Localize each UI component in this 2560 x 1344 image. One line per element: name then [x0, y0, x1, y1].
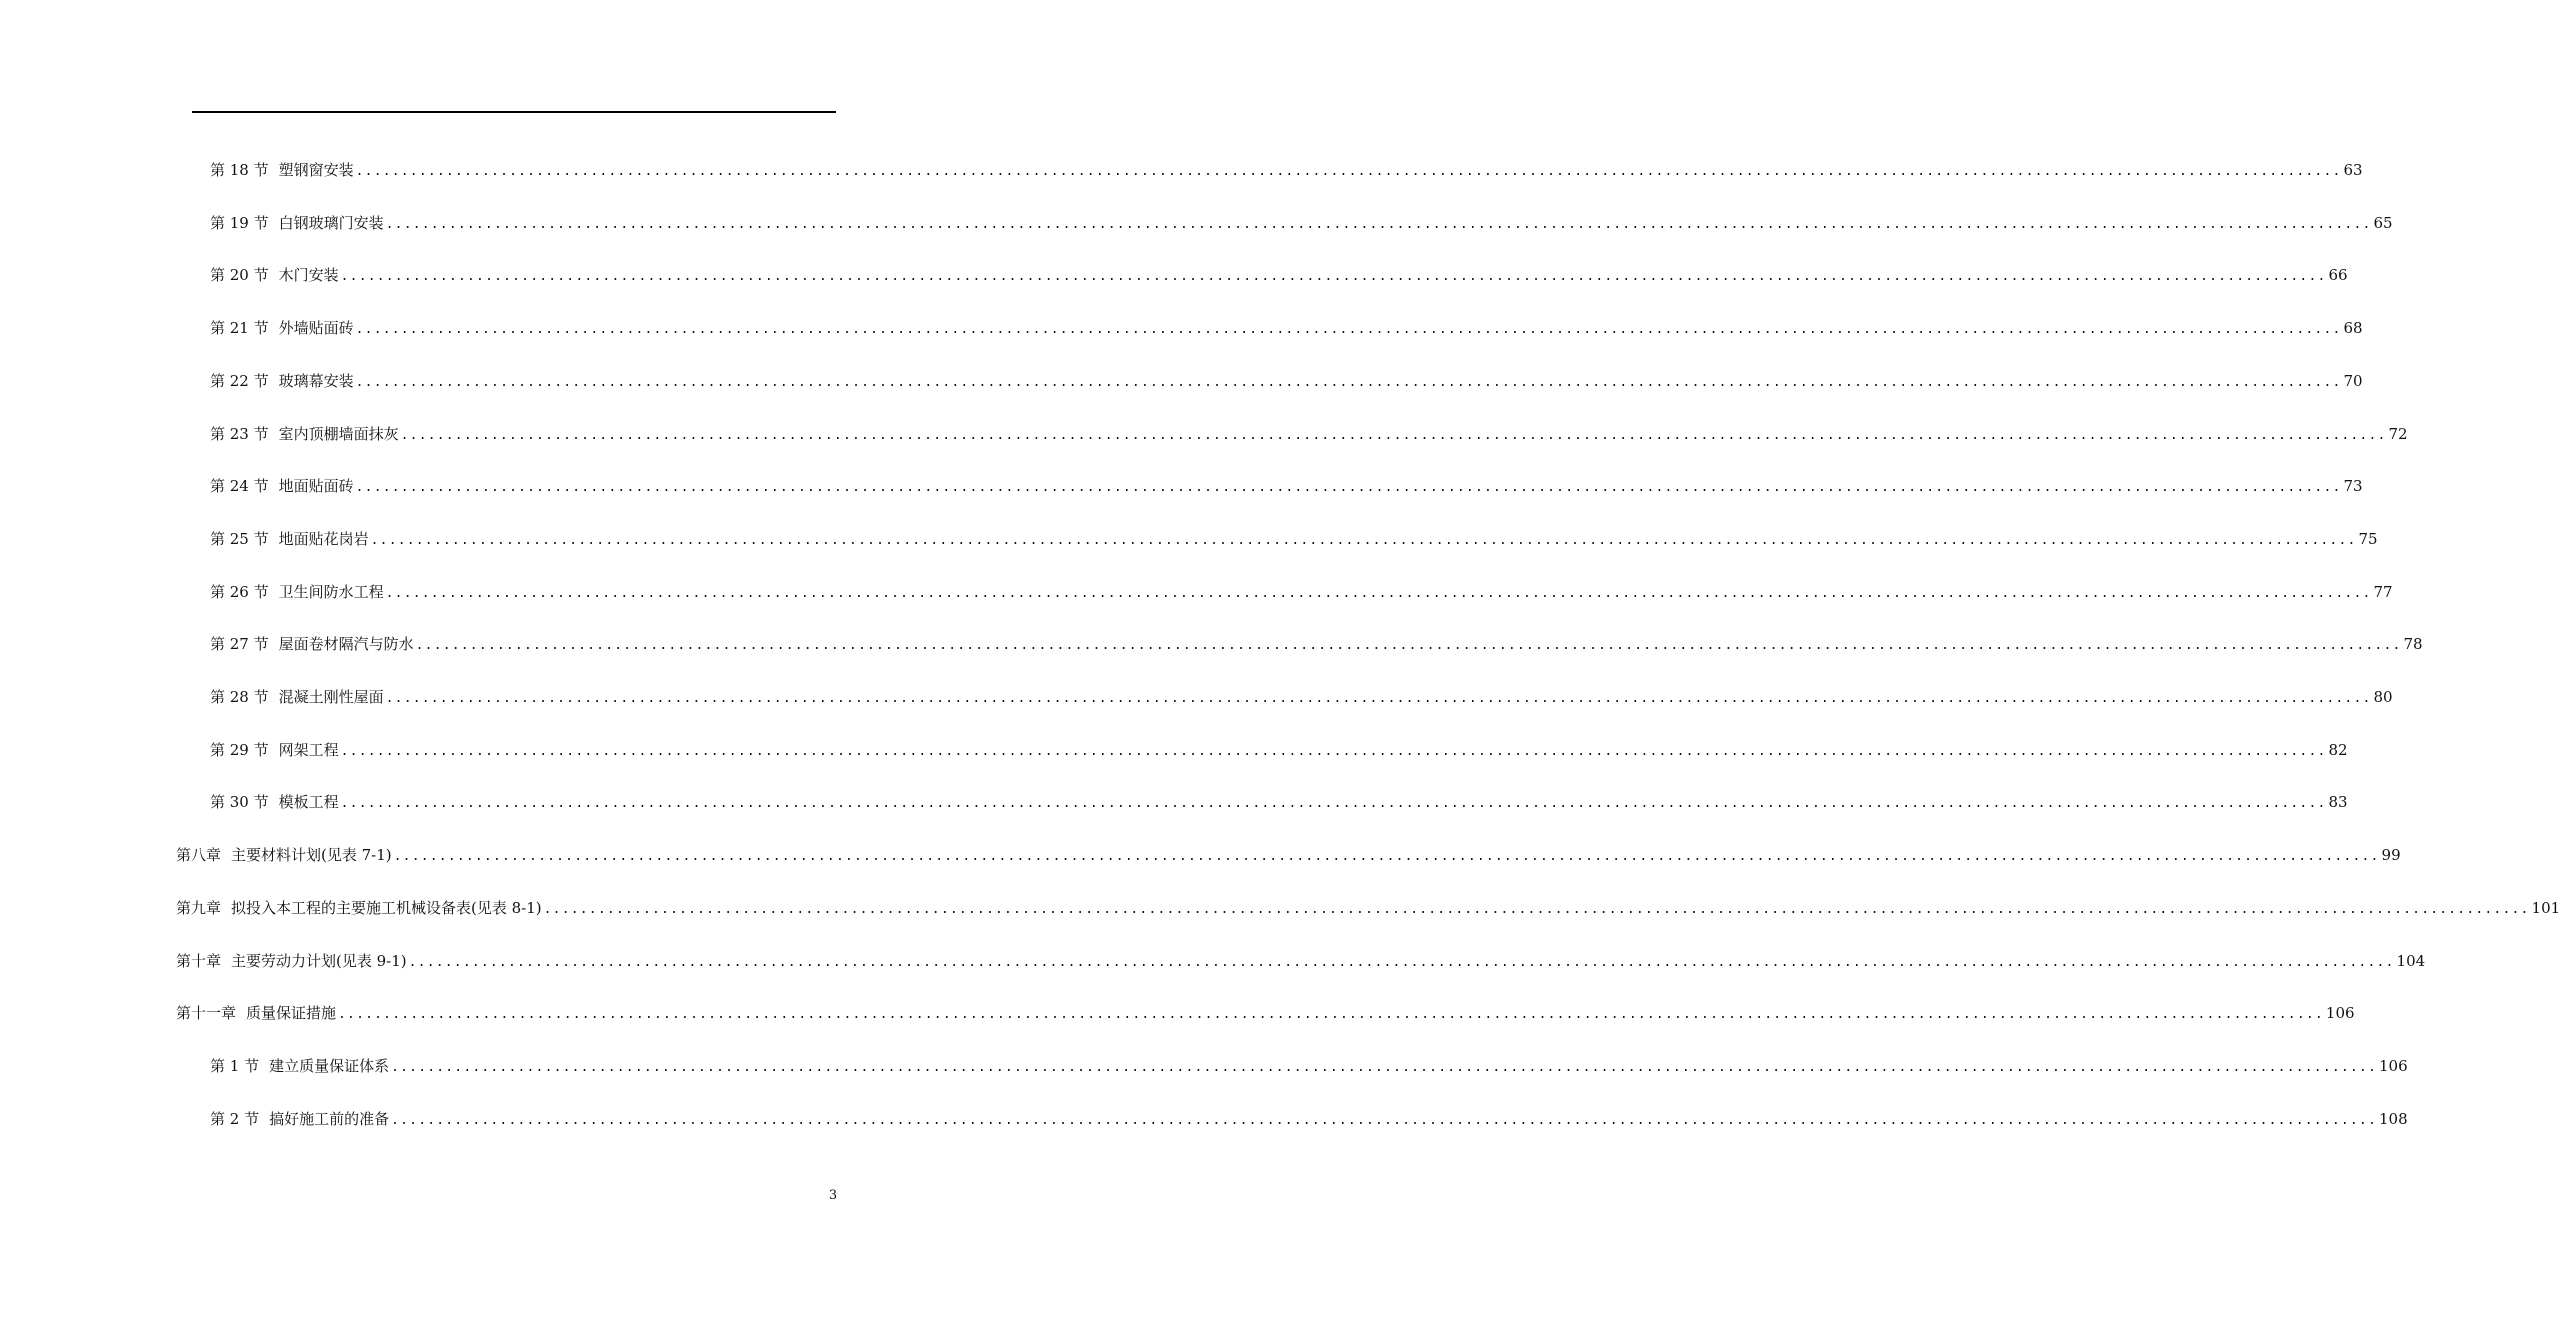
toc-entry-title: 质量保证措施: [246, 1004, 337, 1022]
toc-entry-label: 第 27 节: [210, 635, 269, 653]
toc-entry-title: 网架工程: [278, 741, 339, 759]
toc-entry-title: 建立质量保证体系: [269, 1057, 390, 1075]
toc-entry-label: 第 2 节: [210, 1110, 260, 1128]
toc-entry-page: 70: [2343, 372, 2363, 390]
toc-entry-page: 106: [2325, 1004, 2355, 1022]
toc-entry-page: 72: [2388, 425, 2408, 443]
toc-entry-page: 65: [2373, 214, 2393, 232]
toc-entry-page: 82: [2328, 741, 2348, 759]
toc-dot-leader: ............................................................................................................................................................................................................................: [391, 1113, 2377, 1128]
toc-entry-label: 第八章: [176, 846, 222, 864]
toc-entry-page: 78: [2403, 635, 2423, 653]
toc-dot-leader: ............................................................................................................................................................................................................................: [391, 1060, 2377, 1075]
toc-entry-label: 第 20 节: [210, 266, 269, 284]
toc-dot-leader: ............................................................................................................................................................................................................................: [385, 586, 2372, 601]
toc-entry[interactable]: [210, 263, 2348, 287]
toc-entry-label: 第 24 节: [210, 477, 269, 495]
toc-entry[interactable]: [176, 896, 2560, 920]
toc-entry-label: 第 26 节: [210, 583, 269, 601]
toc-dot-leader: ............................................................................................................................................................................................................................: [385, 691, 2372, 706]
toc-entry-label: 第 25 节: [210, 530, 269, 548]
toc-entry-title: 玻璃幕安装: [278, 372, 354, 390]
toc-entry-page: 106: [2378, 1057, 2408, 1075]
toc-dot-leader: ............................................................................................................................................................................................................................: [340, 744, 2327, 759]
toc-dot-leader: ............................................................................................................................................................................................................................: [355, 480, 2342, 495]
toc-entry[interactable]: [210, 790, 2348, 814]
toc-entry-title: 塑钢窗安装: [278, 161, 354, 179]
toc-dot-leader: ............................................................................................................................................................................................................................: [338, 1007, 2324, 1022]
toc-entry-title: 白钢玻璃门安装: [278, 214, 384, 232]
toc-dot-leader: ............................................................................................................................................................................................................................: [340, 796, 2327, 811]
toc-dot-leader: ............................................................................................................................................................................................................................: [370, 533, 2357, 548]
toc-dot-leader: ............................................................................................................................................................................................................................: [385, 217, 2372, 232]
toc-entry-title: 室内顶棚墙面抹灰: [278, 425, 399, 443]
toc-entry-label: 第 22 节: [210, 372, 269, 390]
page-number: 3: [828, 1188, 838, 1203]
toc-entry-label: 第 28 节: [210, 688, 269, 706]
toc-entry-title: 外墙贴面砖: [278, 319, 354, 337]
toc-entry-title: 拟投入本工程的主要施工机械设备表(见表 8-1): [231, 899, 542, 917]
toc-entry[interactable]: [210, 527, 2378, 551]
toc-entry-label: 第 23 节: [210, 425, 269, 443]
toc-entry[interactable]: [176, 949, 2426, 973]
toc-entry-label: 第 18 节: [210, 161, 269, 179]
toc-dot-leader: ............................................................................................................................................................................................................................: [408, 955, 2395, 970]
toc-dot-leader: ............................................................................................................................................................................................................................: [355, 322, 2342, 337]
toc-dot-leader: ............................................................................................................................................................................................................................: [400, 428, 2387, 443]
toc-entry[interactable]: [210, 316, 2363, 340]
toc-entry-page: 101: [2531, 899, 2560, 917]
toc-entry[interactable]: [210, 1107, 2408, 1131]
toc-entry-title: 搞好施工前的准备: [269, 1110, 390, 1128]
toc-entry-title: 地面贴面砖: [278, 477, 354, 495]
toc-entry[interactable]: [210, 580, 2393, 604]
toc-entry[interactable]: [176, 1001, 2355, 1025]
toc-dot-leader: ............................................................................................................................................................................................................................: [340, 269, 2327, 284]
toc-entry-label: 第九章: [176, 899, 222, 917]
toc-entry-title: 主要材料计划(见表 7-1): [231, 846, 392, 864]
header-rule: [192, 111, 836, 113]
toc-entry-page: 83: [2328, 793, 2348, 811]
toc-entry-label: 第十一章: [176, 1004, 237, 1022]
toc-dot-leader: ............................................................................................................................................................................................................................: [415, 638, 2402, 653]
toc-entry[interactable]: [210, 1054, 2408, 1078]
toc-entry-page: 77: [2373, 583, 2393, 601]
toc-dot-leader: ............................................................................................................................................................................................................................: [355, 164, 2342, 179]
toc-entry-label: 第 29 节: [210, 741, 269, 759]
toc-entry-page: 68: [2343, 319, 2363, 337]
toc-entry-title: 混凝土刚性屋面: [278, 688, 384, 706]
toc-entry-title: 木门安装: [278, 266, 339, 284]
toc-dot-leader: ............................................................................................................................................................................................................................: [543, 902, 2530, 917]
toc-entry[interactable]: [210, 158, 2363, 182]
toc-entry-page: 80: [2373, 688, 2393, 706]
toc-entry[interactable]: [210, 422, 2408, 446]
toc-entry-label: 第 19 节: [210, 214, 269, 232]
toc-entry-label: 第十章: [176, 952, 222, 970]
toc-entry[interactable]: [210, 685, 2393, 709]
toc-entry-label: 第 1 节: [210, 1057, 260, 1075]
toc-entry[interactable]: [210, 738, 2348, 762]
toc-entry-page: 73: [2343, 477, 2363, 495]
toc-entry-page: 66: [2328, 266, 2348, 284]
toc-entry-page: 99: [2381, 846, 2401, 864]
toc-entry-title: 模板工程: [278, 793, 339, 811]
toc-entry-page: 104: [2396, 952, 2426, 970]
toc-entry-page: 108: [2378, 1110, 2408, 1128]
toc-entry-title: 屋面卷材隔汽与防水: [278, 635, 414, 653]
toc-entry-label: 第 21 节: [210, 319, 269, 337]
toc-entry-label: 第 30 节: [210, 793, 269, 811]
toc-entry[interactable]: [210, 632, 2423, 656]
toc-dot-leader: ............................................................................................................................................................................................................................: [393, 849, 2380, 864]
toc-entry[interactable]: [210, 474, 2363, 498]
toc-entry[interactable]: [176, 843, 2401, 867]
toc-entry[interactable]: [210, 211, 2393, 235]
toc-entry[interactable]: [210, 369, 2363, 393]
toc-entry-page: 63: [2343, 161, 2363, 179]
toc-entry-title: 主要劳动力计划(见表 9-1): [231, 952, 407, 970]
toc-entry-title: 地面贴花岗岩: [278, 530, 369, 548]
toc-entry-page: 75: [2358, 530, 2378, 548]
toc-dot-leader: ............................................................................................................................................................................................................................: [355, 375, 2342, 390]
toc-entry-title: 卫生间防水工程: [278, 583, 384, 601]
